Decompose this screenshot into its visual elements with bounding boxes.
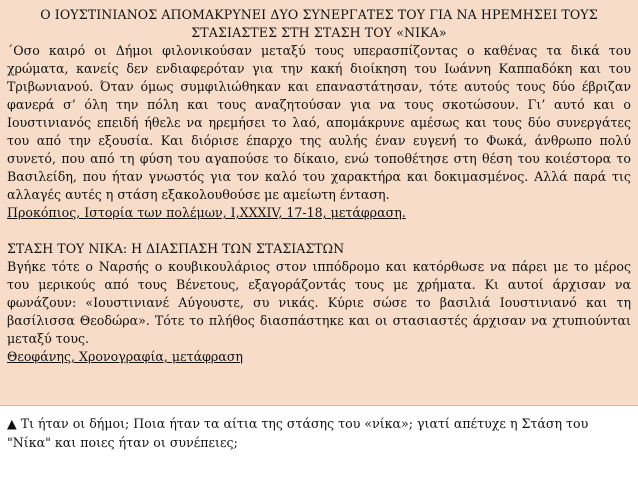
question-text: Τι ήταν οι δήμοι; Ποια ήταν τα αίτια της στάσης του «νίκα»; γιατί απέτυχε η Στάση του "Νίκα" και ποιες ήταν οι συνέπειες;	[7, 416, 589, 450]
source-citation: Προκόπιος, Ιστορία των πολέμων, Ι,ΧΧΧΙV, 17-18, μετάφραση.	[7, 205, 406, 220]
source-title: Ο ΙΟΥΣΤΙΝΙΑΝΟΣ ΑΠΟΜΑΚΡΥΝΕΙ ΔΥΟ ΣΥΝΕΡΓΑΤΕΣ ΤΟΥ ΓΙΑ ΝΑ ΗΡΕΜΗΣΕΙ ΤΟΥΣ ΣΤΑΣΙΑΣΤΕΣ ΣΤΗ ΣΤΑΣΗ ΤΟΥ «ΝΙΚΑ»	[40, 7, 598, 40]
triangle-icon: ▲	[7, 416, 17, 431]
section-paragraph: Βγήκε τότε ο Ναρσής ο κουβικουλάριος στον ιππόδρομο και κατόρθωσε να πάρει με το μέρος του μερικούς από τους Βένετους, εξαγοράζοντάς τους με χρήματα. Κι αυτοί άρχισαν να φωνάζουν: «Ιουστινιανέ Αύγουστε, συ νικάς. Κύριε σώσε το βασιλιά Ιουστινιανό και τη βασίλισσα Θεοδώρα». Τότε το πλήθος διασπάστηκε και οι στασιαστές άρχισαν να χτυπιούνται μεταξύ τους.	[7, 259, 631, 346]
source-paragraph: ΄Οσο καιρό οι Δήμοι φιλονικούσαν μεταξύ τους υπερασπίζοντας ο καθένας τα δικά του χρώματα, κανείς δεν ενδιαφερόταν για την κακή διοίκηση του Ιωάννη Καππαδόκη και του Τριβωνιανού. Όταν όμως συμφιλιώθηκαν και επαναστάτησαν, τότε αυτούς τους δύο έβριζαν φανερά σ’ όλη την πόλη και τους αναζητούσαν για να τους σκοτώσουν. Γι’ αυτό και ο Ιουστινιανός επειδή ήθελε να ηρεμήσει το λαό, απομάκρυνε αμέσως και τους δύο συνεργάτες του από την εξουσία. Και διόρισε έπαρχο της αυλής έναν ευγενή το Φωκά, άνθρωπο πολύ συνετό, που από τη φύση του αγαπούσε το δίκαιο, ενώ τοποθέτησε στη θέση του κοιέστορα το Βασιλείδη, που ήταν γνωστός για τον καλό του χαρακτήρα και δοκιμασμένος. Αλλά παρά τις αλλαγές αυτές η στάση εξακολουθούσε με αμείωτη ένταση.	[7, 43, 631, 202]
section-title: ΣΤΑΣΗ ΤΟΥ ΝΙΚΑ: Η ΔΙΑΣΠΑΣΗ ΤΩΝ ΣΤΑΣΙΑΣΤΩΝ	[7, 241, 345, 256]
question-block	[0, 414, 638, 452]
section-citation: Θεοφάνης, Χρονογραφία, μετάφραση	[7, 349, 243, 364]
